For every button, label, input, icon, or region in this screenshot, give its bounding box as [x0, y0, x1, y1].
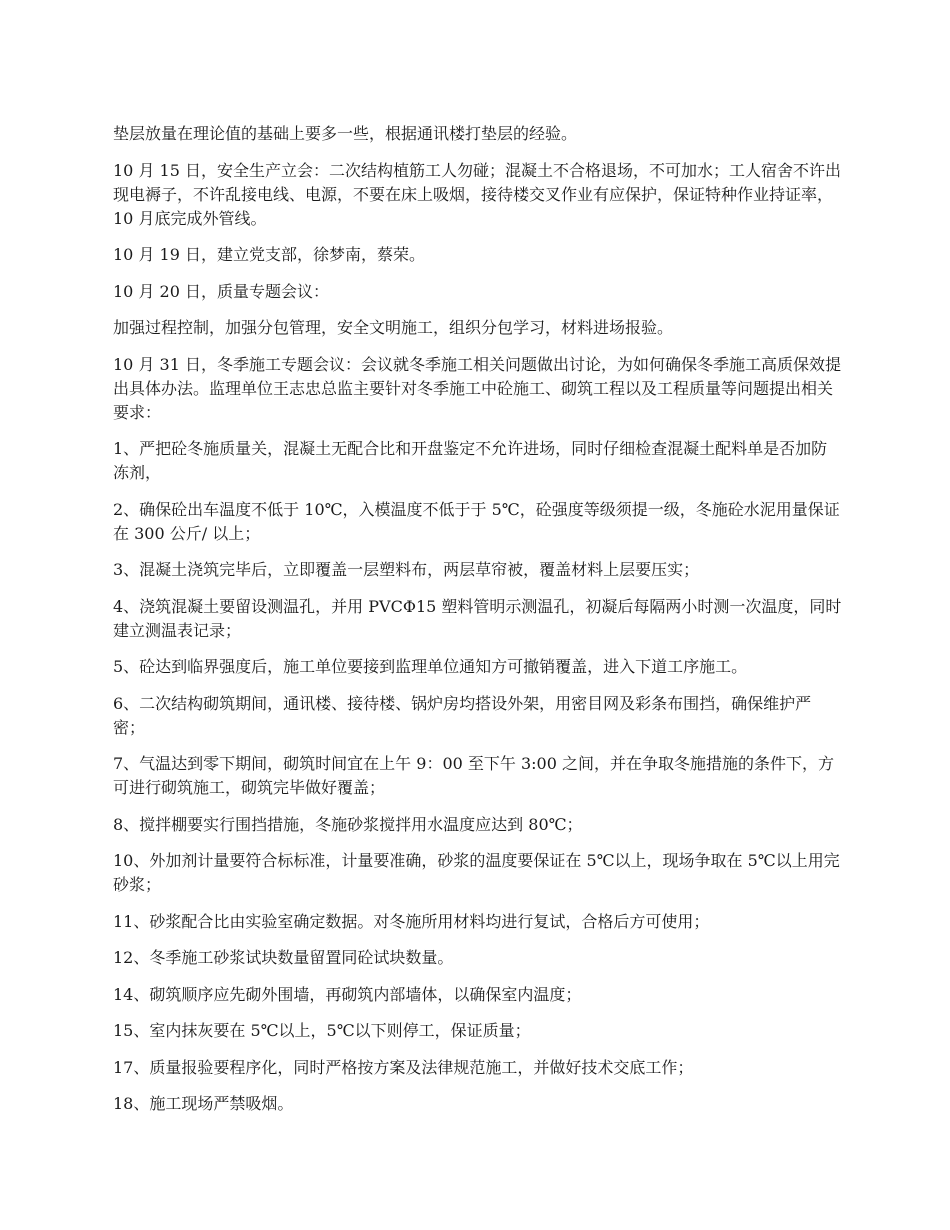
paragraph-quality-meeting: 10 月 20 日，质量专题会议：	[113, 281, 329, 301]
list-item-7: 7、气温达到零下期间，砌筑时间宜在上午 9：00 至下午 3:00 之间，并在争取冬施措施的条件下，方可进行砌筑施工，砌筑完毕做好覆盖；	[113, 754, 834, 797]
list-item-5: 5、砼达到临界强度后，施工单位要接到监理单位通知方可撤销覆盖，进入下道工序施工。	[113, 657, 748, 676]
list-item-11: 11、砂浆配合比由实验室确定数据。对冬施所用材料均进行复试，合格后方可使用；	[113, 911, 710, 931]
paragraph-foundation-layer: 垫层放量在理论值的基础上要多一些，根据通讯楼打垫层的经验。	[113, 124, 578, 143]
paragraph-winter-meeting: 10 月 31 日，冬季施工专题会议：会议就冬季施工相关问题做出讨论，为如何确保冬季施工高质保效提出具体办法。监理单位王志忠总监主要针对冬季施工中砼施工、砌筑工程以及工程质量等问题提出相关要求：	[113, 354, 841, 422]
list-item-6: 6、二次结构砌筑期间，通讯楼、接待楼、锅炉房均搭设外架，用密目网及彩条布围挡，确保维护严密；	[113, 693, 812, 737]
list-item-2: 2、确保砼出车温度不低于 10℃，入模温度不低于于 5℃，砼强度等级须提一级，冬施砼水泥用量保证在 300 公斤/ 以上；	[113, 499, 840, 543]
paragraph-process-control: 加强过程控制，加强分包管理，安全文明施工，组织分包学习，材料进场报验。	[113, 318, 674, 337]
list-item-14: 14、砌筑顺序应先砌外围墙，再砌筑内部墙体，以确保室内温度；	[113, 984, 582, 1004]
document-body	[113, 122, 843, 1129]
list-item-4: 4、浇筑混凝土要留设测温孔，并用 PVCΦ15 塑料管明示测温孔，初凝后每隔两小时测一次温度，同时建立测温表记录；	[113, 596, 842, 640]
list-item-15: 15、室内抹灰要在 5℃以上，5℃以下则停工，保证质量；	[113, 1021, 531, 1040]
paragraph-party-branch: 10 月 19 日，建立党支部，徐梦南，蔡荣。	[113, 245, 425, 264]
list-item-17: 17、质量报验要程序化，同时严格按方案及法律规范施工，并做好技术交底工作；	[113, 1057, 694, 1077]
list-item-1: 1、严把砼冬施质量关，混凝土无配合比和开盘鉴定不允许进场，同时仔细检查混凝土配料单是否加防冻剂，	[113, 439, 828, 482]
list-item-10: 10、外加剂计量要符合标标准，计量要准确，砂浆的温度要保证在 5℃以上，现场争取在 5℃以上用完砂浆；	[113, 851, 840, 894]
list-item-18: 18、施工现场严禁吸烟。	[113, 1094, 294, 1113]
list-item-12: 12、冬季施工砂浆试块数量留置同砼试块数量。	[113, 948, 454, 967]
list-item-3: 3、混凝土浇筑完毕后，立即覆盖一层塑料布，两层草帘被，覆盖材料上层要压实；	[113, 560, 700, 579]
paragraph-safety-meeting: 10 月 15 日，安全生产立会：二次结构植筋工人勿碰；混凝土不合格退场，不可加水；工人宿舍不许出现电褥子，不许乱接电线、电源，不要在床上吸烟，接待楼交叉作业有应保护，保证特种作业持证率，10 月底完成外管线。	[113, 160, 841, 228]
list-item-8: 8、搅拌棚要实行围挡措施，冬施砂浆搅拌用水温度应达到 80℃；	[113, 814, 583, 834]
